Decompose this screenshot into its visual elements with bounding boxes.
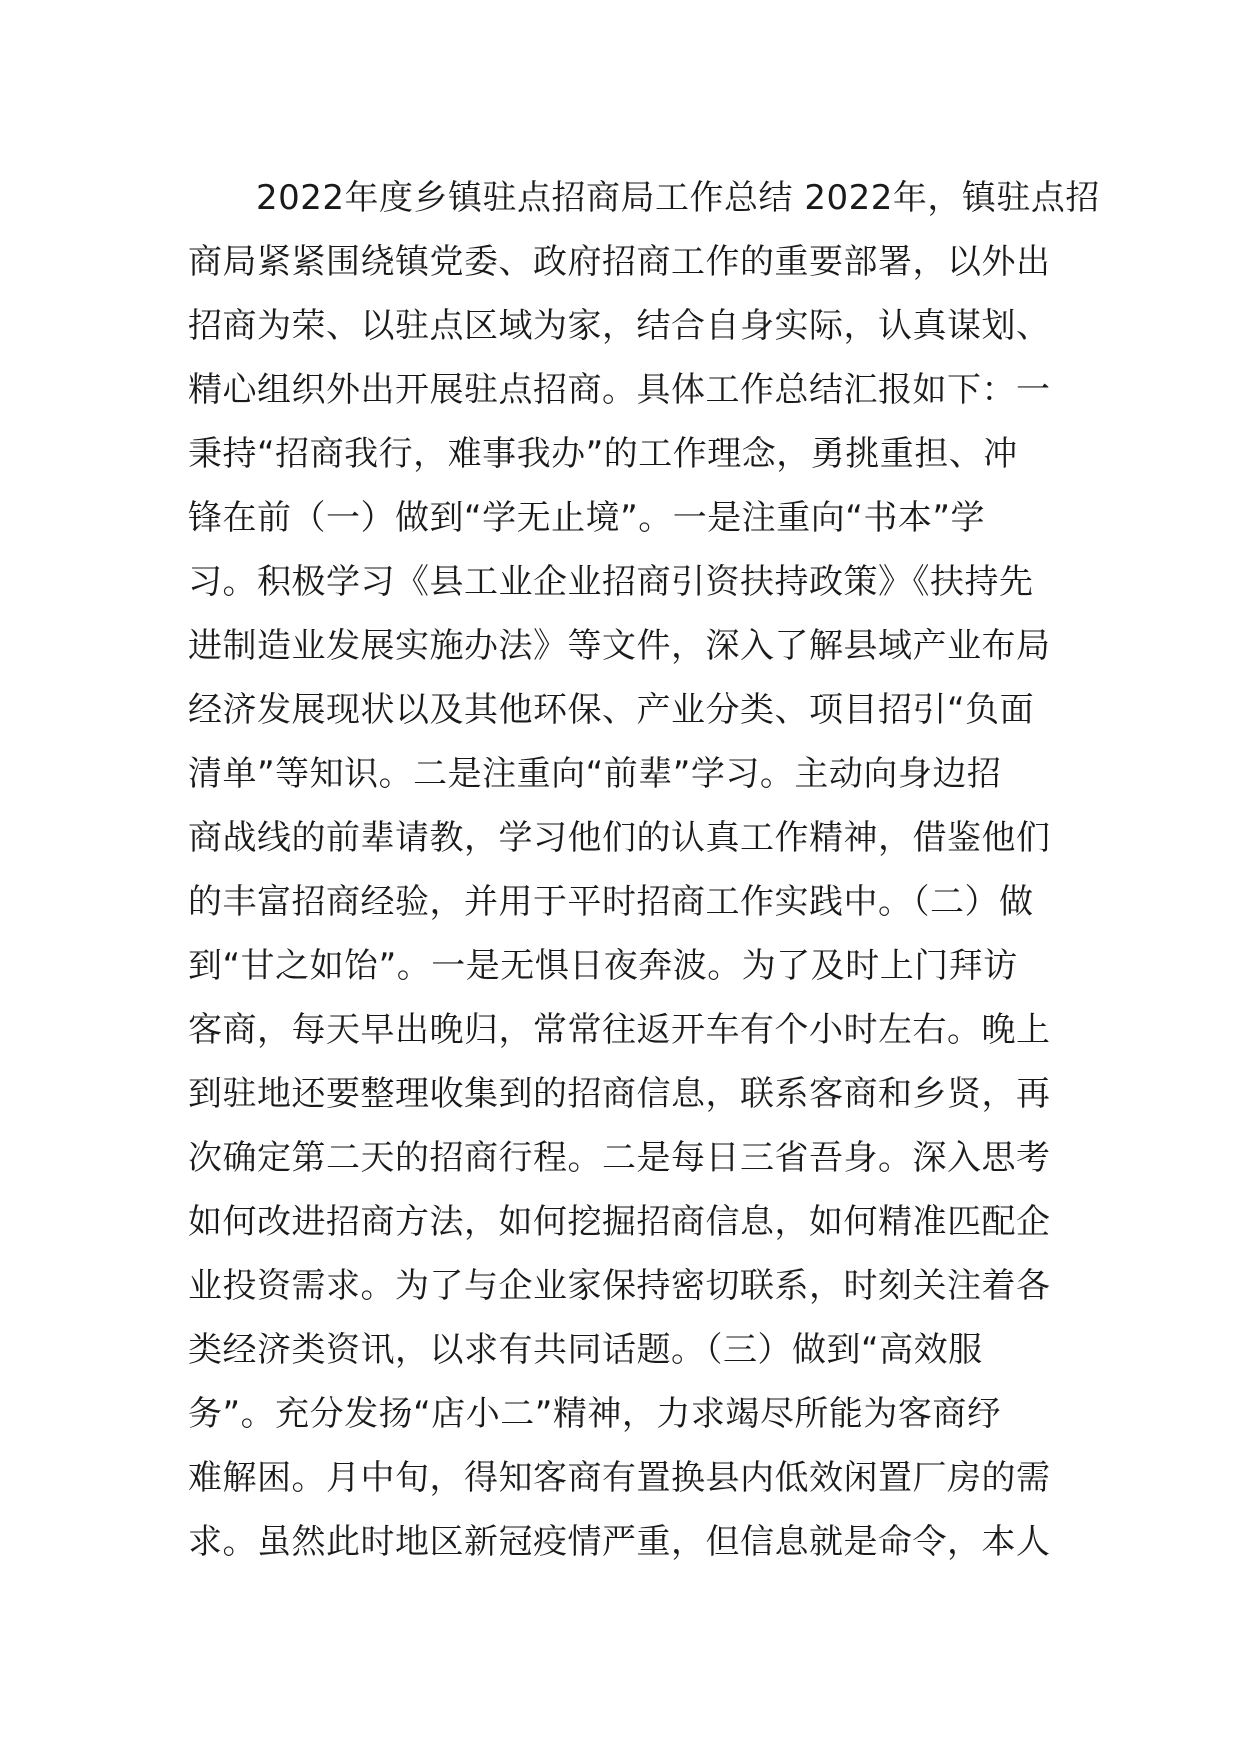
text-line: 求。虽然此时地区新冠疫情严重，但信息就是命令，本人 xyxy=(188,1522,1051,1562)
text-line: 2022年度乡镇驻点招商局工作总结 2022年，镇驻点招 xyxy=(256,178,1100,218)
text-line: 商战线的前辈请教，学习他们的认真工作精神，借鉴他们 xyxy=(188,818,1051,858)
text-line: 如何改进招商方法，如何挖掘招商信息，如何精准匹配企 xyxy=(188,1202,1051,1242)
text-line: 习。积极学习《县工业企业招商引资扶持政策》《扶持先 xyxy=(188,562,1034,602)
text-line: 清单”等知识。二是注重向“前辈”学习。主动向身边招 xyxy=(188,754,1002,794)
text-line: 类经济类资讯，以求有共同话题。（三）做到“高效服 xyxy=(188,1330,983,1370)
text-line: 到“甘之如饴”。一是无惧日夜奔波。为了及时上门拜访 xyxy=(188,946,1018,986)
text-line: 客商，每天早出晚归，常常往返开车有个小时左右。晚上 xyxy=(188,1010,1051,1050)
text-line: 难解困。月中旬，得知客商有置换县内低效闲置厂房的需 xyxy=(188,1458,1051,1498)
text-line: 次确定第二天的招商行程。二是每日三省吾身。深入思考 xyxy=(188,1138,1051,1178)
text-line: 招商为荣、以驻点区域为家，结合自身实际，认真谋划、 xyxy=(188,306,1051,346)
text-line: 的丰富招商经验，并用于平时招商工作实践中。（二）做 xyxy=(188,882,1034,922)
text-line: 到驻地还要整理收集到的招商信息，联系客商和乡贤，再 xyxy=(188,1074,1051,1114)
text-line: 商局紧紧围绕镇党委、政府招商工作的重要部署，以外出 xyxy=(188,242,1051,282)
text-line: 精心组织外出开展驻点招商。具体工作总结汇报如下：一 xyxy=(188,370,1051,410)
text-line: 进制造业发展实施办法》等文件，深入了解县域产业布局 xyxy=(188,626,1051,666)
text-line: 务”。充分发扬“店小二”精神，力求竭尽所能为客商纾 xyxy=(188,1394,1002,1434)
text-line: 锋在前（一）做到“学无止境”。一是注重向“书本”学 xyxy=(188,498,985,538)
body-paragraph xyxy=(188,166,1100,1574)
text-line: 业投资需求。为了与企业家保持密切联系，时刻关注着各 xyxy=(188,1266,1051,1306)
text-line: 经济发展现状以及其他环保、产业分类、项目招引“负面 xyxy=(188,690,1035,730)
text-line: 秉持“招商我行，难事我办”的工作理念，勇挑重担、冲 xyxy=(188,434,1018,474)
